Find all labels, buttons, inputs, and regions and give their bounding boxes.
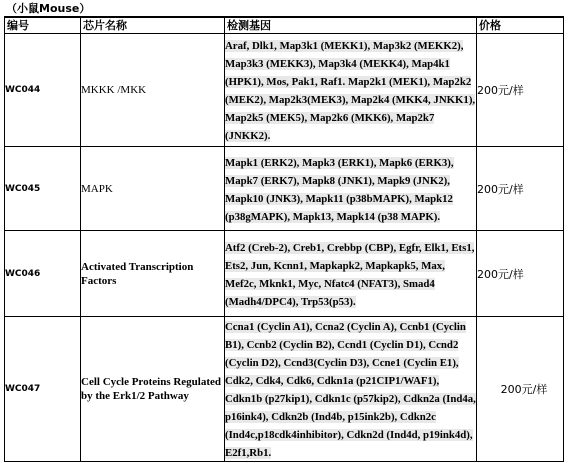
row-genes-cell xyxy=(225,147,477,231)
row-chip-name: MKKK /MKK xyxy=(81,34,225,147)
table-caption: （小鼠Mouse） xyxy=(6,2,91,15)
row-chip-name: Cell Cycle Proteins Regulated by the Erk1/2 Pathway xyxy=(81,317,225,462)
header-row xyxy=(5,17,564,34)
gene-chip-table xyxy=(4,16,564,462)
row-genes: Mapk1 (ERK2), Mapk3 (ERK1), Mapk6 (ERK3), Mapk7 (ERK7), Mapk8 (JNK1), Mapk9 (JNK2), Mapk10 (JNK3), Mapk11 (p38bMAPK), Mapk12 (p38gMAPK), Mapk13, Mapk14 (p38 MAPK). xyxy=(225,156,454,223)
row-genes-cell xyxy=(225,34,477,147)
header-genes: 检测基因 xyxy=(225,17,477,34)
row-id: WC047 xyxy=(5,317,81,462)
row-id: WC045 xyxy=(5,147,81,231)
row-genes-cell xyxy=(225,317,477,462)
row-genes-cell xyxy=(225,231,477,317)
table-row xyxy=(5,317,564,462)
header-chip-name: 芯片名称 xyxy=(81,17,225,34)
header-id: 编号 xyxy=(5,17,81,34)
table-row xyxy=(5,147,564,231)
row-id: WC046 xyxy=(5,231,81,317)
row-id: WC044 xyxy=(5,34,81,147)
row-price: 200元/样 xyxy=(477,34,564,147)
row-chip-name: MAPK xyxy=(81,147,225,231)
row-genes: Ccna1 (Cyclin A1), Ccna2 (Cyclin A), Ccnb1 (Cyclin B1), Ccnb2 (Cyclin B2), Ccnd1 (Cyclin D1), Ccnd2 (Cyclin D2), Ccnd3(Cyclin D3), Ccne1 (Cyclin E1), Cdk2, Cdk4, Cdk6, Cdkn1a (p21CIP1/WAF1), Cdkn1b (p27kip1), Cdkn1c (p57kip2), Cdkn2a (Ind4a, p16ink4), Cdkn2b (Ind4b, p15ink2b), Cdkn2c (Ind4c,p18cdk4inhibitor), Cdkn2d (Ind4d, p19ink4d), E2f1,Rb1. xyxy=(225,321,476,459)
row-price: 200元/样 xyxy=(477,317,564,462)
row-genes: Araf, Dlk1, Map3k1 (MEKK1), Map3k2 (MEKK2), Map3k3 (MEKK3), Map3k4 (MEKK4), Map4k1 (HPK1), Mos, Pak1, Raf1. Map2k1 (MEK1), Map2k2 (MEK2), Map2k3(MEK3), Map2k4 (MKK4, JNKK1), Map2k5 (MEK5), Map2k6 (MKK6), Map2k7 (JNKK2). xyxy=(225,40,476,142)
row-chip-name: Activated Transcription Factors xyxy=(81,231,225,317)
row-genes: Atf2 (Creb-2), Creb1, Crebbp (CBP), Egfr, Elk1, Ets1, Ets2, Jun, Kcnn1, Mapkapk2, Mapkapk5, Max, Mef2c, Mknk1, Myc, Nfatc4 (NFAT3), Smad4 (Madh4/DPC4), Trp53(p53). xyxy=(225,241,475,308)
table-row xyxy=(5,231,564,317)
row-price: 200元/样 xyxy=(477,147,564,231)
table-row xyxy=(5,34,564,147)
header-price: 价格 xyxy=(477,17,564,34)
row-price: 200元/样 xyxy=(477,231,564,317)
